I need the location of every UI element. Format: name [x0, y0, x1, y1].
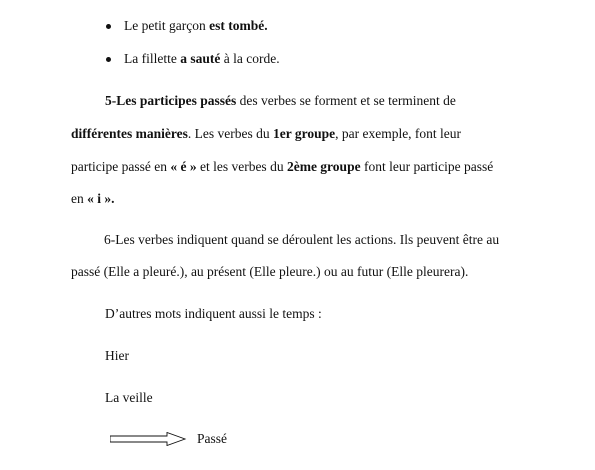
bullet-item-1 — [124, 18, 268, 34]
bullet-1-bold: est tombé. — [209, 18, 268, 33]
para5-line1 — [105, 93, 456, 109]
para5-line4-text: en — [71, 191, 88, 206]
para5-line4 — [71, 191, 115, 207]
bullet-item-2 — [124, 51, 280, 67]
para5-line3-text1: participe passé en — [71, 159, 171, 174]
arrow-label: Passé — [197, 431, 227, 446]
bullet-dot-1 — [106, 24, 111, 29]
bullet-1-text: Le petit garçon — [124, 18, 210, 33]
para5-bold-e: « é » — [170, 159, 197, 174]
bullet-2-tail: à la corde. — [220, 51, 280, 66]
right-arrow-icon — [110, 432, 190, 446]
para5-line3-text3: font leur participe passé — [360, 159, 494, 174]
para5-line2-text2: , par exemple, font leur — [335, 126, 462, 141]
para6-line1: 6-Les verbes indiquent quand se déroulent les actions. Ils peuvent être au — [104, 232, 500, 247]
word-la-veille: La veille — [105, 390, 153, 405]
bullet-dot-2 — [106, 57, 111, 62]
para5-line1-text: des verbes se forment et se terminent de — [236, 93, 456, 108]
bullet-2-text: La fillette — [124, 51, 181, 66]
para5-bold-2eme-groupe: 2ème groupe — [286, 159, 361, 174]
para5-line2-text1: . Les verbes du — [187, 126, 273, 141]
bullet-2-bold: a sauté — [180, 51, 221, 66]
para5-heading: 5-Les participes passés — [105, 93, 237, 108]
para5-bold-1er-groupe: 1er groupe — [272, 126, 336, 141]
para5-line3 — [71, 159, 493, 175]
para5-bold-manieres: différentes manières — [71, 126, 188, 141]
word-hier: Hier — [105, 348, 129, 363]
para5-line3-text2: et les verbes du — [196, 159, 287, 174]
para5-bold-i: « i ». — [87, 191, 115, 206]
time-words-intro: D’autres mots indiquent aussi le temps : — [105, 306, 322, 321]
para6-line2: passé (Elle a pleuré.), au présent (Elle pleure.) ou au futur (Elle pleurera). — [71, 264, 469, 279]
para5-line2 — [71, 126, 461, 142]
